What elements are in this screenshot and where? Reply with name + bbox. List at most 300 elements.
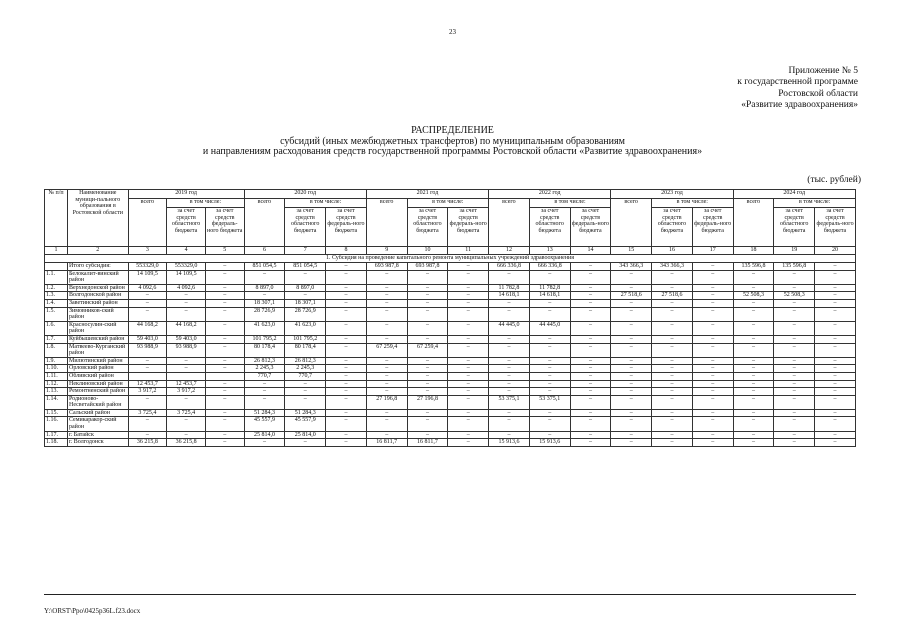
value-cell: – [652, 365, 693, 373]
title-line: субсидий (иных межбюджетных трансфертов) по муниципальным образованиям [280, 135, 625, 147]
value-cell: 11 782,8 [529, 284, 570, 292]
value-cell: – [815, 357, 856, 365]
value-cell: – [244, 388, 285, 396]
row-number: 1.2. [45, 284, 68, 292]
value-cell: 27 196,8 [407, 395, 448, 409]
value-cell: – [489, 417, 530, 431]
value-cell: – [326, 321, 367, 335]
value-cell: – [733, 270, 774, 284]
value-cell: 14 109,5 [167, 270, 206, 284]
value-cell: – [652, 335, 693, 343]
value-cell: – [529, 365, 570, 373]
appendix-block [648, 66, 858, 112]
value-cell: – [611, 343, 652, 357]
document-title [0, 126, 905, 158]
value-cell: – [326, 417, 367, 431]
table-row [45, 263, 856, 271]
value-cell: – [611, 357, 652, 365]
column-number: 12 [489, 247, 530, 255]
value-cell: 12 453,7 [128, 380, 167, 388]
value-cell: – [489, 388, 530, 396]
header-regional: за счет средств областного бюджета [167, 208, 206, 247]
row-number: 1.17. [45, 431, 68, 439]
header-including: в том числе: [652, 199, 734, 208]
value-cell: 553329,0 [167, 263, 206, 271]
value-cell: – [489, 335, 530, 343]
value-cell: 41 623,0 [285, 321, 326, 335]
municipality-name: Неклиновский район [67, 380, 128, 388]
value-cell: – [815, 380, 856, 388]
value-cell: – [326, 395, 367, 409]
value-cell: 59 403,0 [167, 335, 206, 343]
value-cell: 26 812,3 [244, 357, 285, 365]
value-cell: – [611, 307, 652, 321]
value-cell: – [326, 292, 367, 300]
value-cell: – [205, 380, 244, 388]
value-cell: 25 814,0 [285, 431, 326, 439]
value-cell: 44 445,0 [529, 321, 570, 335]
value-cell: – [692, 417, 733, 431]
value-cell: 4 092,6 [167, 284, 206, 292]
value-cell: 851 054,5 [285, 263, 326, 271]
value-cell: – [815, 307, 856, 321]
value-cell: – [285, 439, 326, 447]
header-number: № п/п [45, 190, 68, 247]
value-cell: – [815, 299, 856, 307]
column-number: 4 [167, 247, 206, 255]
value-cell: – [529, 417, 570, 431]
value-cell: 53 375,1 [489, 395, 530, 409]
value-cell: – [128, 357, 167, 365]
value-cell: – [205, 321, 244, 335]
header-federal: за счет средств федераль-ного бюджета [448, 208, 489, 247]
column-number: 14 [570, 247, 611, 255]
value-cell: – [733, 409, 774, 417]
municipality-name: Куйбышевский район [67, 335, 128, 343]
value-cell: – [366, 292, 407, 300]
value-cell: – [652, 270, 693, 284]
value-cell: 770,7 [244, 372, 285, 380]
value-cell: – [570, 431, 611, 439]
value-cell: – [733, 417, 774, 431]
value-cell: – [774, 321, 815, 335]
value-cell: – [529, 307, 570, 321]
table-row [45, 284, 856, 292]
distribution-table [44, 189, 856, 447]
value-cell: – [652, 372, 693, 380]
value-cell: – [570, 299, 611, 307]
value-cell: – [815, 343, 856, 357]
value-cell: 45 557,9 [244, 417, 285, 431]
table-row [45, 431, 856, 439]
value-cell: – [448, 299, 489, 307]
value-cell: – [366, 431, 407, 439]
municipality-name: Зимовников-ский район [67, 307, 128, 321]
column-number: 9 [366, 247, 407, 255]
value-cell: – [652, 431, 693, 439]
value-cell: – [733, 388, 774, 396]
value-cell: – [774, 335, 815, 343]
value-cell: – [244, 270, 285, 284]
value-cell: 15 913,6 [529, 439, 570, 447]
value-cell: 53 375,1 [529, 395, 570, 409]
value-cell: – [733, 284, 774, 292]
value-cell: – [529, 270, 570, 284]
value-cell: – [774, 365, 815, 373]
value-cell: 67 259,4 [407, 343, 448, 357]
header-total: всего [244, 199, 285, 247]
value-cell: – [815, 321, 856, 335]
value-cell: – [128, 292, 167, 300]
value-cell: 2 245,3 [244, 365, 285, 373]
value-cell: 15 913,6 [489, 439, 530, 447]
value-cell: – [570, 417, 611, 431]
value-cell: – [611, 388, 652, 396]
value-cell: – [366, 299, 407, 307]
row-number: 1.8. [45, 343, 68, 357]
value-cell: 770,7 [285, 372, 326, 380]
header-regional: за счет средств областного бюджета [285, 208, 326, 247]
header-including: в том числе: [167, 199, 244, 208]
value-cell: – [366, 270, 407, 284]
value-cell: – [366, 417, 407, 431]
value-cell: – [407, 357, 448, 365]
value-cell: – [205, 270, 244, 284]
value-cell: 8 897,0 [285, 284, 326, 292]
value-cell: – [529, 431, 570, 439]
column-number: 11 [448, 247, 489, 255]
value-cell: 101 795,2 [285, 335, 326, 343]
table-row [45, 395, 856, 409]
value-cell: 26 812,3 [285, 357, 326, 365]
column-number: 1 [45, 247, 68, 255]
value-cell: 28 726,9 [244, 307, 285, 321]
header-federal: за счет средств федераль-ного бюджета [205, 208, 244, 247]
value-cell: 11 782,8 [489, 284, 530, 292]
municipality-name: Милютинский район [67, 357, 128, 365]
value-cell: 67 259,4 [366, 343, 407, 357]
value-cell: – [733, 307, 774, 321]
value-cell: – [448, 357, 489, 365]
header-year: 2022 год [489, 190, 611, 199]
header-year: 2021 год [366, 190, 488, 199]
value-cell: – [326, 263, 367, 271]
section-row [45, 255, 856, 263]
value-cell: – [774, 409, 815, 417]
column-number: 17 [692, 247, 733, 255]
value-cell: – [611, 365, 652, 373]
value-cell: – [326, 270, 367, 284]
value-cell: – [774, 439, 815, 447]
value-cell: – [570, 380, 611, 388]
value-cell: – [128, 365, 167, 373]
value-cell: – [205, 357, 244, 365]
value-cell: – [167, 395, 206, 409]
value-cell: – [326, 439, 367, 447]
value-cell: – [529, 357, 570, 365]
value-cell: – [489, 372, 530, 380]
value-cell: – [489, 365, 530, 373]
table-row [45, 372, 856, 380]
value-cell: – [692, 270, 733, 284]
value-cell: – [366, 307, 407, 321]
header-regional: за счет средств областного бюджета [774, 208, 815, 247]
value-cell: – [611, 380, 652, 388]
value-cell: – [205, 439, 244, 447]
value-cell: 18 307,1 [244, 299, 285, 307]
value-cell: – [815, 270, 856, 284]
value-cell: – [774, 380, 815, 388]
value-cell: – [692, 292, 733, 300]
value-cell: – [652, 380, 693, 388]
value-cell: – [489, 357, 530, 365]
value-cell: – [692, 299, 733, 307]
row-number: 1.3. [45, 292, 68, 300]
value-cell: – [733, 335, 774, 343]
municipality-name: Орловский район [67, 365, 128, 373]
value-cell: – [205, 417, 244, 431]
value-cell: – [407, 417, 448, 431]
column-number: 2 [67, 247, 128, 255]
value-cell: – [529, 299, 570, 307]
value-cell: – [611, 439, 652, 447]
value-cell: – [366, 321, 407, 335]
municipality-name: Волгодонской район [67, 292, 128, 300]
value-cell: – [448, 335, 489, 343]
value-cell: – [128, 395, 167, 409]
row-number: 1.15. [45, 409, 68, 417]
value-cell: – [128, 417, 167, 431]
value-cell: 93 988,9 [128, 343, 167, 357]
value-cell: – [205, 431, 244, 439]
value-cell: – [570, 270, 611, 284]
value-cell: – [652, 417, 693, 431]
header-year: 2020 год [244, 190, 366, 199]
header-regional: за счет средств областного бюджета [407, 208, 448, 247]
value-cell: – [815, 365, 856, 373]
value-cell: 343 366,3 [611, 263, 652, 271]
value-cell: – [692, 335, 733, 343]
value-cell: 3 725,4 [128, 409, 167, 417]
value-cell: – [652, 343, 693, 357]
value-cell: 14 109,5 [128, 270, 167, 284]
value-cell: – [774, 307, 815, 321]
value-cell: – [167, 357, 206, 365]
table-row [45, 270, 856, 284]
value-cell: – [611, 335, 652, 343]
value-cell: 51 284,3 [285, 409, 326, 417]
value-cell: 135 596,8 [774, 263, 815, 271]
value-cell: – [570, 365, 611, 373]
value-cell: – [366, 380, 407, 388]
value-cell: – [611, 417, 652, 431]
value-cell: – [774, 284, 815, 292]
value-cell: – [205, 307, 244, 321]
value-cell: – [128, 307, 167, 321]
municipality-name: г. Волгодонск [67, 439, 128, 447]
value-cell: – [611, 372, 652, 380]
value-cell: – [570, 357, 611, 365]
value-cell: – [205, 292, 244, 300]
value-cell: – [774, 343, 815, 357]
value-cell: – [692, 357, 733, 365]
value-cell: – [570, 321, 611, 335]
value-cell: 28 726,9 [285, 307, 326, 321]
value-cell: – [774, 395, 815, 409]
value-cell: – [205, 284, 244, 292]
column-number: 5 [205, 247, 244, 255]
value-cell: – [285, 395, 326, 409]
value-cell: 59 403,0 [128, 335, 167, 343]
value-cell: – [774, 372, 815, 380]
value-cell: – [167, 417, 206, 431]
value-cell: – [326, 388, 367, 396]
header-including: в том числе: [285, 199, 367, 208]
value-cell: – [407, 372, 448, 380]
value-cell: – [205, 343, 244, 357]
value-cell: – [448, 365, 489, 373]
table-row [45, 439, 856, 447]
value-cell: – [652, 307, 693, 321]
column-number: 8 [326, 247, 367, 255]
row-number: 1.10. [45, 365, 68, 373]
value-cell: 52 508,3 [774, 292, 815, 300]
municipality-name: Заветинский район [67, 299, 128, 307]
value-cell: – [774, 431, 815, 439]
header-total: всего [611, 199, 652, 247]
municipality-name: Семикаракор-ский район [67, 417, 128, 431]
column-number: 20 [815, 247, 856, 255]
value-cell: – [326, 365, 367, 373]
value-cell: – [205, 409, 244, 417]
header-year: 2024 год [733, 190, 855, 199]
value-cell: – [366, 409, 407, 417]
value-cell: – [815, 284, 856, 292]
value-cell: – [326, 431, 367, 439]
value-cell: – [529, 372, 570, 380]
column-number-row [45, 247, 856, 255]
value-cell: 44 168,2 [128, 321, 167, 335]
value-cell: – [611, 409, 652, 417]
distribution-table-wrapper [44, 189, 856, 595]
column-number: 7 [285, 247, 326, 255]
column-number: 16 [652, 247, 693, 255]
header-total: всего [366, 199, 407, 247]
value-cell: – [448, 380, 489, 388]
value-cell: – [570, 284, 611, 292]
value-cell: – [692, 307, 733, 321]
value-cell: 8 897,0 [244, 284, 285, 292]
value-cell: – [244, 439, 285, 447]
value-cell: – [489, 431, 530, 439]
value-cell: 44 445,0 [489, 321, 530, 335]
value-cell: – [692, 439, 733, 447]
value-cell: – [733, 299, 774, 307]
value-cell: – [652, 299, 693, 307]
value-cell: 45 557,9 [285, 417, 326, 431]
row-number: 1.18. [45, 439, 68, 447]
municipality-name: Обливский район [67, 372, 128, 380]
value-cell: – [407, 380, 448, 388]
value-cell: – [733, 357, 774, 365]
row-number: 1.12. [45, 380, 68, 388]
appendix-line: Ростовской области [778, 88, 858, 99]
value-cell: – [815, 335, 856, 343]
value-cell: – [570, 263, 611, 271]
value-cell: – [167, 299, 206, 307]
value-cell: – [167, 292, 206, 300]
value-cell: – [407, 335, 448, 343]
municipality-name: Красносулин-ский район [67, 321, 128, 335]
value-cell: 16 811,7 [407, 439, 448, 447]
value-cell: – [407, 270, 448, 284]
value-cell: – [489, 343, 530, 357]
value-cell: – [733, 395, 774, 409]
value-cell: – [652, 395, 693, 409]
value-cell: – [285, 380, 326, 388]
value-cell: – [128, 431, 167, 439]
value-cell: – [774, 417, 815, 431]
value-cell: – [570, 292, 611, 300]
value-cell: – [448, 439, 489, 447]
value-cell: 27 196,8 [366, 395, 407, 409]
column-number: 15 [611, 247, 652, 255]
value-cell: – [692, 372, 733, 380]
value-cell: – [326, 380, 367, 388]
header-year: 2023 год [611, 190, 733, 199]
value-cell: – [366, 388, 407, 396]
value-cell: – [326, 299, 367, 307]
value-cell: – [611, 321, 652, 335]
table-row [45, 307, 856, 321]
value-cell: – [489, 270, 530, 284]
value-cell: – [326, 335, 367, 343]
value-cell: – [774, 299, 815, 307]
row-number: 1.13. [45, 388, 68, 396]
header-municipality: Наименование муници-пального образования в Ростовской области [67, 190, 128, 247]
value-cell: – [285, 292, 326, 300]
page-number: 23 [449, 28, 456, 36]
value-cell: 14 618,1 [529, 292, 570, 300]
value-cell: – [244, 380, 285, 388]
header-regional: за счет средств областного бюджета [652, 208, 693, 247]
value-cell: – [167, 365, 206, 373]
value-cell: – [326, 284, 367, 292]
value-cell: – [326, 409, 367, 417]
row-number [45, 263, 68, 271]
value-cell [128, 372, 167, 380]
value-cell: – [611, 395, 652, 409]
title-line: и направлениям расходования средств государственной программы Ростовской области «Развитие здравоохранения» [202, 146, 703, 157]
value-cell: – [448, 343, 489, 357]
value-cell: – [366, 284, 407, 292]
table-row [45, 417, 856, 431]
value-cell: 12 453,7 [167, 380, 206, 388]
value-cell: – [366, 372, 407, 380]
value-cell: – [128, 299, 167, 307]
value-cell: 25 814,0 [244, 431, 285, 439]
value-cell: – [244, 292, 285, 300]
value-cell: – [366, 357, 407, 365]
header-total: всего [733, 199, 774, 247]
table-row [45, 335, 856, 343]
value-cell: 80 178,4 [244, 343, 285, 357]
value-cell: 666 336,8 [489, 263, 530, 271]
value-cell: – [570, 335, 611, 343]
column-number: 6 [244, 247, 285, 255]
row-number: 1.16. [45, 417, 68, 431]
value-cell: – [448, 409, 489, 417]
